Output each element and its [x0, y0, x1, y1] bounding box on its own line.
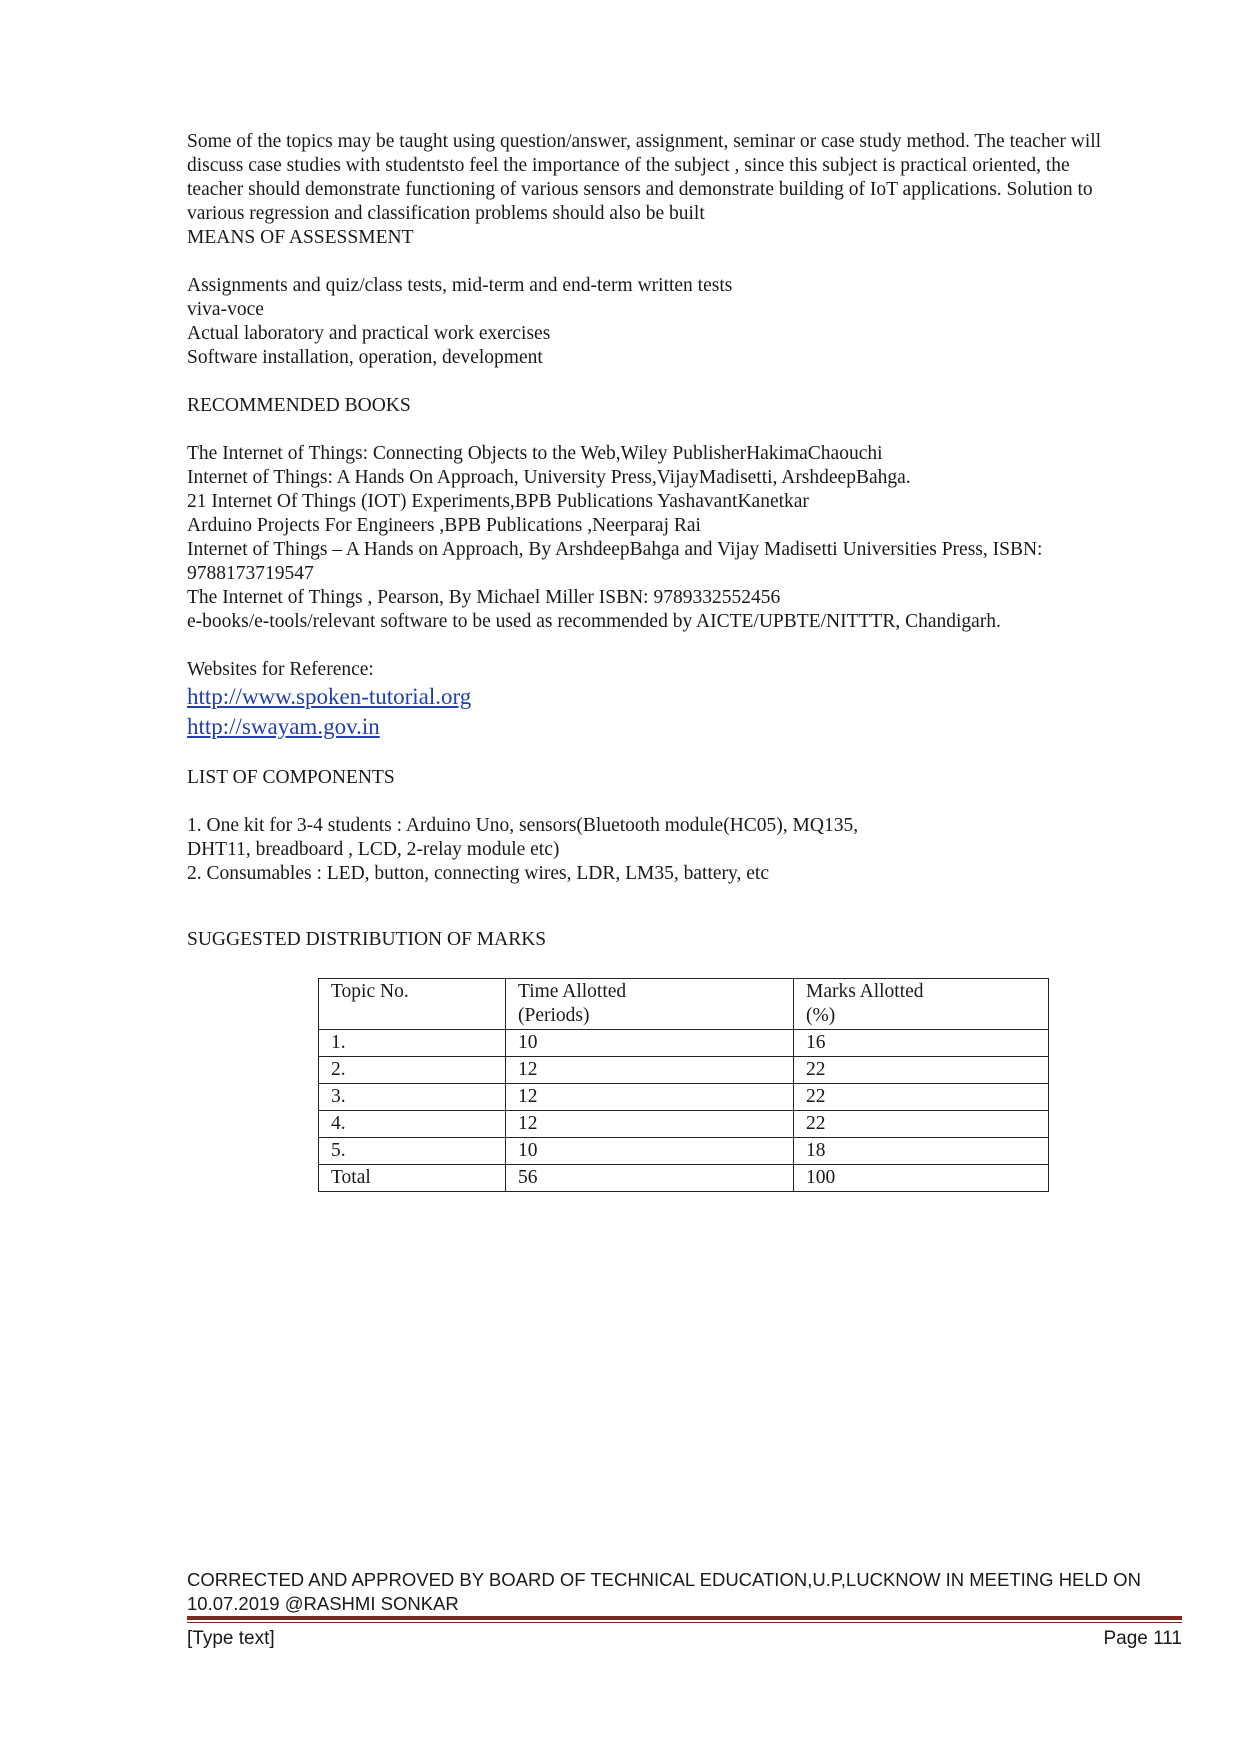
footer-divider-thin: [187, 1622, 1182, 1623]
table-cell: 18: [794, 1138, 1049, 1165]
document-body: [187, 130, 1167, 952]
table-cell: 16: [794, 1030, 1049, 1057]
table-row: [319, 1111, 1049, 1138]
table-row: [319, 1084, 1049, 1111]
website-link-swayam[interactable]: http://swayam.gov.in: [187, 714, 380, 739]
table-cell: 10: [506, 1138, 794, 1165]
book-item: The Internet of Things , Pearson, By Michael Miller ISBN: 9789332552456: [187, 587, 781, 608]
table-cell: 2.: [319, 1057, 506, 1084]
books-heading: RECOMMENDED BOOKS: [187, 395, 411, 416]
footer-placeholder-text: [Type text]: [187, 1628, 275, 1649]
assessment-item: Software installation, operation, development: [187, 347, 543, 368]
component-item: 2. Consumables : LED, button, connecting wires, LDR, LM35, battery, etc: [187, 863, 770, 884]
component-item: DHT11, breadboard , LCD, 2-relay module etc): [187, 839, 560, 860]
table-cell: 100: [794, 1165, 1049, 1192]
table-cell: 3.: [319, 1084, 506, 1111]
table-cell: 12: [506, 1084, 794, 1111]
intro-line: discuss case studies with studentsto feel the importance of the subject , since this subject is practical oriented, the: [187, 155, 1070, 176]
table-cell: 12: [506, 1111, 794, 1138]
table-cell: 12: [506, 1057, 794, 1084]
table-cell: 22: [794, 1111, 1049, 1138]
table-cell: 22: [794, 1057, 1049, 1084]
website-link-spoken-tutorial[interactable]: http://www.spoken-tutorial.org: [187, 684, 472, 709]
table-cell: 22: [794, 1084, 1049, 1111]
book-item: e-books/e-tools/relevant software to be used as recommended by AICTE/UPBTE/NITTTR, Chandigarh.: [187, 611, 1001, 632]
components-heading: LIST OF COMPONENTS: [187, 767, 395, 788]
book-item: Internet of Things: A Hands On Approach, University Press,VijayMadisetti, ArshdeepBahga.: [187, 467, 911, 488]
intro-line: various regression and classification problems should also be built: [187, 203, 705, 224]
table-cell: 4.: [319, 1111, 506, 1138]
marks-heading: SUGGESTED DISTRIBUTION OF MARKS: [187, 929, 547, 950]
book-item: 21 Internet Of Things (IOT) Experiments,BPB Publications YashavantKanetkar: [187, 491, 809, 512]
assessment-item: Assignments and quiz/class tests, mid-term and end-term written tests: [187, 275, 733, 296]
assessment-item: viva-voce: [187, 299, 264, 320]
footer-divider: [187, 1616, 1182, 1620]
approval-line: CORRECTED AND APPROVED BY BOARD OF TECHNICAL EDUCATION,U.P,LUCKNOW IN MEETING HELD ON: [187, 1569, 1141, 1590]
table-row: [319, 1138, 1049, 1165]
websites-heading: Websites for Reference:: [187, 659, 374, 680]
page-footer: [187, 1627, 1182, 1651]
table-row: [319, 1030, 1049, 1057]
table-header-row: [319, 979, 1049, 1030]
table-row: [319, 1057, 1049, 1084]
intro-line: Some of the topics may be taught using question/answer, assignment, seminar or case study method. The teacher will: [187, 131, 1102, 152]
assessment-heading: MEANS OF ASSESSMENT: [187, 227, 414, 248]
table-cell: 56: [506, 1165, 794, 1192]
table-total-row: [319, 1165, 1049, 1192]
book-item: The Internet of Things: Connecting Objects to the Web,Wiley PublisherHakimaChaouchi: [187, 443, 883, 464]
table-cell: Total: [319, 1165, 506, 1192]
marks-distribution-table: [318, 978, 1049, 1192]
table-header-cell: Topic No.: [319, 979, 506, 1030]
approval-line: 10.07.2019 @RASHMI SONKAR: [187, 1593, 459, 1614]
table-header-cell: Time Allotted (Periods): [506, 979, 794, 1030]
intro-line: teacher should demonstrate functioning of various sensors and demonstrate building of IoT applications. Solution to: [187, 179, 1093, 200]
book-item: 9788173719547: [187, 563, 314, 584]
table-cell: 10: [506, 1030, 794, 1057]
component-item: 1. One kit for 3-4 students : Arduino Uno, sensors(Bluetooth module(HC05), MQ135,: [187, 815, 859, 836]
table-cell: 1.: [319, 1030, 506, 1057]
table-header-cell: Marks Allotted (%): [794, 979, 1049, 1030]
approval-note: [187, 1568, 1182, 1616]
page-number: Page 111: [1103, 1628, 1182, 1649]
table-cell: 5.: [319, 1138, 506, 1165]
assessment-item: Actual laboratory and practical work exercises: [187, 323, 551, 344]
book-item: Internet of Things – A Hands on Approach, By ArshdeepBahga and Vijay Madisetti Universities Press, ISBN:: [187, 539, 1043, 560]
book-item: Arduino Projects For Engineers ,BPB Publications ,Neerparaj Rai: [187, 515, 701, 536]
